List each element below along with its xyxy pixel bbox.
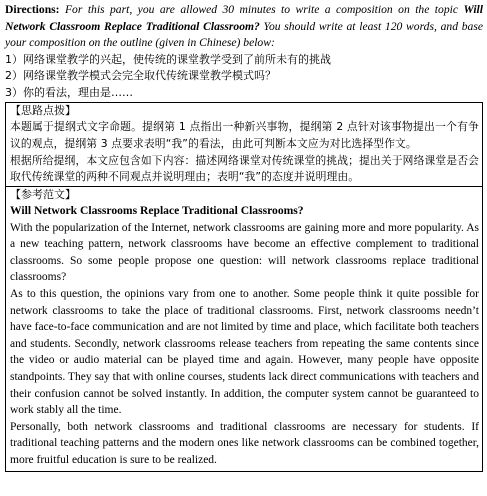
- directions-topic: Will Network Classroom Replace Traditional Classroom?: [5, 3, 483, 33]
- tips-paragraph-1: 本题属于提纲式文字命题。提纲第 1 点指出一种新兴事物，提纲第 2 点针对该事物提出一个有争议的观点，提纲第 3 点要求表明“我”的看法，由此可判断本文应为对比选择型作文。: [10, 120, 479, 150]
- outline-item-2: 2）网络课堂教学模式会完全取代传统课堂教学模式吗？: [5, 69, 276, 83]
- essay-paragraph-1: With the popularization of the Internet, network classrooms are gaining more and more popularity. As a new teaching pattern, network classrooms have become an effective complement to traditional classrooms. So some people propose one question: will network classrooms replace traditional classrooms?: [10, 221, 479, 284]
- essay-paragraph-3: Personally, both network classrooms and traditional classrooms are necessary for students. If traditional teaching patterns and the modern ones like network classrooms can be combined together, more fruitful education is sure to be realized.: [10, 420, 479, 466]
- essay-paragraph-2: As to this question, the opinions vary from one to another. Some people think it quite possible for network classrooms to take the place of traditional classrooms. First, network classrooms needn’t have face-to-face communication and are not limited by time and place, which facilitate both teachers and students. Secondly, network classrooms release teachers from repeating the same contents since the video or audio material can be played time and again. However, many people have opposite standpoints. They say that with online courses, students lack direct communications with teachers and their confusion cannot be solved instantly. In addition, the computer system cannot be guaranteed to work stably all the time.: [10, 287, 479, 417]
- essay-box: [5, 187, 483, 472]
- tips-paragraph-2: 根据所给提纲，本文应包含如下内容：描述网络课堂对传统课堂的挑战；提出关于网络课堂是否会取代传统课堂的两种不同观点并说明理由；表明“我”的态度并说明理由。: [10, 153, 479, 184]
- directions-text-1: For this part, you are allowed 30 minutes to write a composition on the topic: [59, 3, 464, 16]
- directions-label: Directions:: [5, 3, 60, 16]
- directions-paragraph: [5, 2, 483, 52]
- tips-box: [5, 102, 483, 187]
- outline-item-3: 3）你的看法，理由是……: [5, 85, 133, 99]
- outline-list: [5, 52, 483, 101]
- tips-heading: 【思路点拨】: [10, 104, 76, 117]
- outline-item-1: 1）网络课堂教学的兴起，使传统的课堂教学受到了前所未有的挑战: [5, 52, 331, 66]
- essay-title: Will Network Classrooms Replace Traditional Classrooms?: [10, 204, 304, 218]
- essay-heading: 【参考范文】: [10, 187, 76, 201]
- directions-text-2: You should write at least 120 words, and base your composition on the outline (given in Chinese) below:: [5, 19, 483, 50]
